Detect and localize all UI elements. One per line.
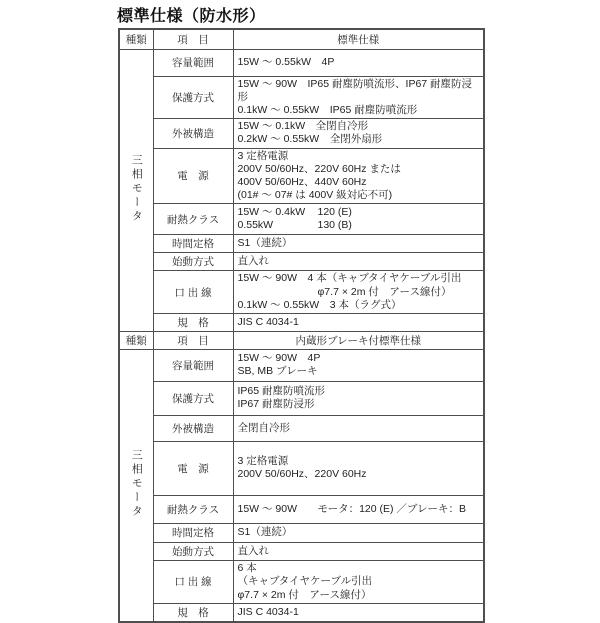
item-cell: 耐熱クラス xyxy=(153,495,233,523)
table-row xyxy=(119,49,484,76)
item-cell: 口 出 線 xyxy=(153,271,233,314)
spec-line: S1（連続） xyxy=(237,237,293,250)
spec-cell xyxy=(233,415,484,441)
spec-line: IP67 耐塵防浸形 xyxy=(237,398,315,411)
table-row xyxy=(119,523,484,542)
spec-line xyxy=(238,219,480,232)
table-row xyxy=(119,495,484,523)
spec-line: JIS C 4034-1 xyxy=(237,315,299,328)
spec-line: 0.2kW ～ 0.55kW 全閉外扇形 xyxy=(237,133,383,146)
col-header-kind: 種類 xyxy=(119,331,153,349)
item-cell: 保護方式 xyxy=(153,381,233,415)
spec-cell xyxy=(233,523,484,542)
spec-cell xyxy=(233,313,484,331)
col-header-spec: 標準仕様 xyxy=(233,29,484,49)
spec-line: JIS C 4034-1 xyxy=(237,605,299,618)
item-cell: 容量範囲 xyxy=(153,49,233,76)
spec-line-segment: φ7.7 × 2m 付 アース線付） xyxy=(317,285,452,298)
table-row xyxy=(119,271,484,314)
item-cell: 耐熱クラス xyxy=(153,204,233,235)
spec-cell xyxy=(233,349,484,381)
spec-line: 15W ～ 90W 4 本（キャブタイヤケーブル引出 xyxy=(237,272,462,285)
table-row xyxy=(119,441,484,495)
spec-line xyxy=(238,503,480,516)
category-vertical-label: 三相モータ xyxy=(130,153,143,224)
spec-line-segment: 15W ～ 90W xyxy=(237,502,298,515)
spec-line: （キャブタイヤケーブル引出 xyxy=(237,575,373,588)
item-cell: 規 格 xyxy=(153,313,233,331)
spec-cell xyxy=(233,603,484,622)
table-row xyxy=(119,235,484,253)
spec-cell xyxy=(233,253,484,271)
spec-cell xyxy=(233,204,484,235)
spec-line: 0.1kW ～ 0.55kW IP65 耐塵防噴流形 xyxy=(237,103,418,116)
spec-cell xyxy=(233,441,484,495)
section-header-row xyxy=(119,331,484,349)
section-header-row xyxy=(119,29,484,49)
item-cell: 時間定格 xyxy=(153,523,233,542)
spec-cell xyxy=(233,119,484,148)
col-header-kind: 種類 xyxy=(119,29,153,49)
spec-cell xyxy=(233,49,484,76)
spec-cell xyxy=(233,235,484,253)
spec-line: 直入れ xyxy=(237,255,269,268)
spec-line-segment: モータ：120 (E) ／ブレーキ：B xyxy=(317,502,467,515)
item-cell: 容量範囲 xyxy=(153,349,233,381)
spec-cell xyxy=(233,542,484,560)
spec-table xyxy=(118,28,485,623)
item-cell: 口 出 線 xyxy=(153,560,233,603)
spec-line-segment: 120 (E) xyxy=(317,206,352,219)
item-cell: 始動方式 xyxy=(153,542,233,560)
spec-line-segment: 130 (B) xyxy=(317,219,352,232)
item-cell: 規 格 xyxy=(153,603,233,622)
spec-line: 3 定格電源 xyxy=(237,149,289,162)
item-cell: 電 源 xyxy=(153,148,233,204)
spec-line: 200V 50/60Hz、220V 60Hz または xyxy=(237,162,401,175)
spec-line: SB, MB ブレーキ xyxy=(237,365,318,378)
spec-line xyxy=(238,286,480,299)
category-cell xyxy=(119,349,153,622)
spec-line: 3 定格電源 xyxy=(237,455,289,468)
item-cell: 電 源 xyxy=(153,441,233,495)
spec-line-segment: 0.55kW xyxy=(237,219,274,232)
spec-line: IP65 耐塵防噴流形 xyxy=(237,385,326,398)
table-row xyxy=(119,253,484,271)
spec-line: 全閉自冷形 xyxy=(237,421,290,434)
table-row xyxy=(119,76,484,119)
spec-cell xyxy=(233,148,484,204)
table-row xyxy=(119,204,484,235)
table-row xyxy=(119,349,484,381)
spec-cell xyxy=(233,381,484,415)
spec-line: 15W ～ 0.55kW 4P xyxy=(237,55,335,68)
spec-cell xyxy=(233,495,484,523)
spec-line: 400V 50/60Hz、440V 60Hz xyxy=(237,175,367,188)
table-row xyxy=(119,313,484,331)
page-title: 標準仕様（防水形） xyxy=(117,8,266,25)
table-row xyxy=(119,560,484,603)
item-cell: 保護方式 xyxy=(153,76,233,119)
col-header-item: 項 目 xyxy=(153,331,233,349)
table-row xyxy=(119,119,484,148)
spec-line: 200V 50/60Hz、220V 60Hz xyxy=(237,468,367,481)
table-row xyxy=(119,381,484,415)
col-header-spec: 内蔵形ブレーキ付標準仕様 xyxy=(233,331,484,349)
table-row xyxy=(119,603,484,622)
spec-line xyxy=(238,206,480,219)
item-cell: 外被構造 xyxy=(153,119,233,148)
spec-line: 直入れ xyxy=(237,544,269,557)
spec-line: 6 本 xyxy=(237,562,257,575)
item-cell: 外被構造 xyxy=(153,415,233,441)
spec-line: 15W ～ 0.1kW 全閉自冷形 xyxy=(237,120,369,133)
spec-line: 0.1kW ～ 0.55kW 3 本（ラグ式） xyxy=(237,298,402,311)
spec-line: 15W ～ 90W 4P xyxy=(237,352,321,365)
spec-cell xyxy=(233,76,484,119)
spec-cell xyxy=(233,560,484,603)
spec-line-segment: 15W ～ 0.4kW xyxy=(237,206,306,219)
spec-table-body xyxy=(119,29,484,622)
table-row xyxy=(119,542,484,560)
spec-line: (01# ～ 07# は 400V 級対応不可) xyxy=(237,189,393,202)
table-row xyxy=(119,148,484,204)
category-vertical-label: 三相モータ xyxy=(130,448,143,519)
item-cell: 始動方式 xyxy=(153,253,233,271)
category-cell xyxy=(119,49,153,331)
spec-line: 15W ～ 90W IP65 耐塵防噴流形、IP67 耐塵防浸形 xyxy=(237,77,473,103)
spec-line: φ7.7 × 2m 付 アース線付） xyxy=(237,588,372,601)
col-header-item: 項 目 xyxy=(153,29,233,49)
spec-line: S1（連続） xyxy=(237,526,293,539)
item-cell: 時間定格 xyxy=(153,235,233,253)
table-row xyxy=(119,415,484,441)
spec-cell xyxy=(233,271,484,314)
